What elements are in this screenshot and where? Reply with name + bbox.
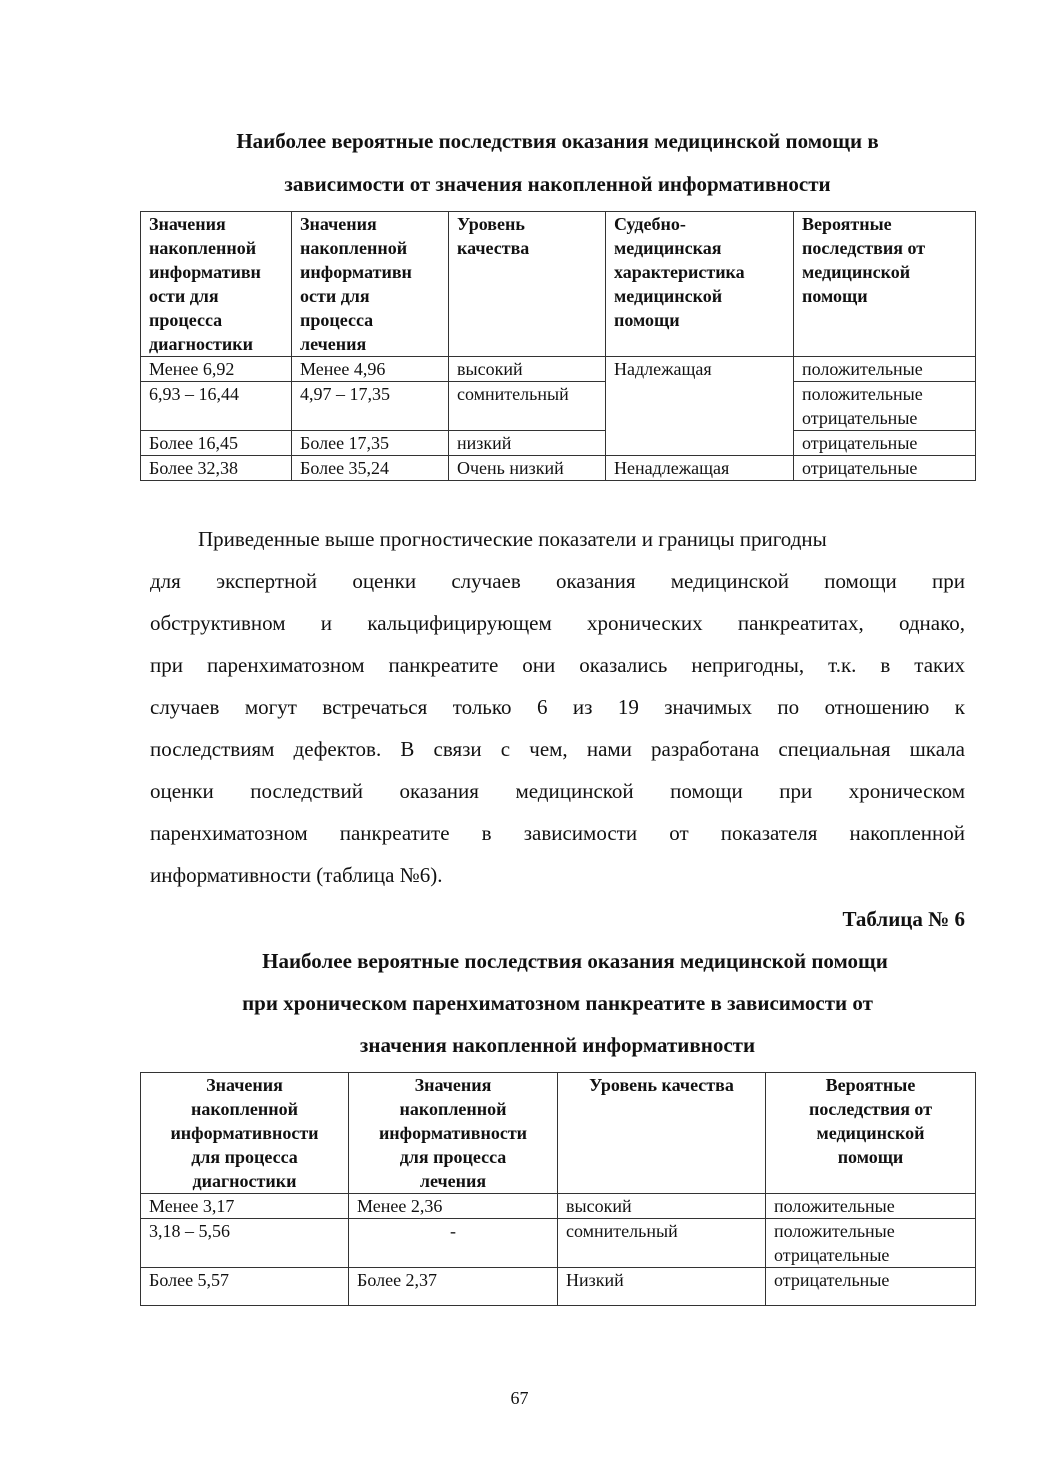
table5-cell-treat: Менее 4,96	[292, 357, 449, 382]
paragraph-line: оценки последствий оказания медицинской помощи при хроническом	[150, 779, 965, 803]
paragraph-line: информативности (таблица №6).	[150, 863, 443, 887]
table5-cell-diag: Менее 6,92	[141, 357, 292, 382]
table5-header-consequences: Вероятные последствия от медицинской помощи	[794, 212, 976, 357]
table5-cell-diag: 6,93 – 16,44	[141, 382, 292, 431]
table6	[140, 1072, 976, 1306]
table5-cell-diag: Более 32,38	[141, 456, 292, 481]
paragraph-line: паренхиматозном панкреатите в зависимости от показателя накопленной	[150, 821, 965, 845]
table5-header-treatment: Значения накопленной информативн ости для процесса лечения	[292, 212, 449, 357]
table-row	[141, 382, 976, 431]
table6-cell-consequence: положительные	[766, 1194, 976, 1219]
table6-header-row	[141, 1073, 976, 1194]
paragraph-line: при паренхиматозном панкреатите они оказались непригодны, т.к. в таких	[150, 653, 965, 677]
table5-header-forensic: Судебно- медицинская характеристика медицинской помощи	[606, 212, 794, 357]
table5-cell-level: Очень низкий	[449, 456, 606, 481]
table5-header-quality-level: Уровень качества	[449, 212, 606, 357]
table5-cell-consequence: положительные	[794, 357, 976, 382]
table6-cell-treat: Более 2,37	[349, 1268, 558, 1306]
table-row	[141, 1219, 976, 1268]
table6-title-line-2: при хроническом паренхиматозном панкреатите в зависимости от	[242, 991, 873, 1015]
table-row	[141, 357, 976, 382]
table-row	[141, 1268, 976, 1306]
table5-cell-forensic-proper: Надлежащая	[606, 357, 794, 456]
table6-title-line-3: значения накопленной информативности	[359, 1033, 756, 1057]
table5-title-line-2: зависимости от значения накопленной информативности	[284, 172, 831, 196]
table5-cell-treat: Более 17,35	[292, 431, 449, 456]
table5-title-line-1: Наиболее вероятные последствия оказания медицинской помощи в	[236, 129, 879, 153]
table5-cell-treat: Более 35,24	[292, 456, 449, 481]
table5-cell-consequence: отрицательные	[794, 431, 976, 456]
page-number: 67	[510, 1388, 529, 1408]
table6-cell-level: высокий	[558, 1194, 766, 1219]
table5-header-diagnostics: Значения накопленной информативн ости для процесса диагностики	[141, 212, 292, 357]
table6-title-line-1: Наиболее вероятные последствия оказания медицинской помощи	[262, 949, 888, 973]
paragraph-line: последствиям дефектов. В связи с чем, нами разработана специальная шкала	[150, 737, 965, 761]
table5-cell-level: низкий	[449, 431, 606, 456]
table6-cell-level: сомнительный	[558, 1219, 766, 1268]
table5-cell-treat: 4,97 – 17,35	[292, 382, 449, 431]
table6-cell-diag: Менее 3,17	[141, 1194, 349, 1219]
table6-cell-treat: Менее 2,36	[349, 1194, 558, 1219]
table6-cell-consequence: отрицательные	[766, 1268, 976, 1306]
table6-cell-treat: -	[349, 1219, 558, 1268]
table5-cell-forensic-improper: Ненадлежащая	[606, 456, 794, 481]
table5-cell-diag: Более 16,45	[141, 431, 292, 456]
table6-header-treatment: Значения накопленной информативности для процесса лечения	[349, 1073, 558, 1194]
table5-header-row	[141, 212, 976, 357]
table5-cell-level: сомнительный	[449, 382, 606, 431]
paragraph-line: обструктивном и кальцифицирующем хронических панкреатитах, однако,	[150, 611, 965, 635]
paragraph-line: для экспертной оценки случаев оказания медицинской помощи при	[150, 569, 965, 593]
table6-header-quality-level: Уровень качества	[558, 1073, 766, 1194]
table-row	[141, 431, 976, 456]
table5-cell-level: высокий	[449, 357, 606, 382]
table5-cell-consequence: положительные отрицательные	[794, 382, 976, 431]
table-row	[141, 456, 976, 481]
paragraph-line: Приведенные выше прогностические показатели и границы пригодны	[198, 527, 827, 551]
table5	[140, 211, 976, 481]
table6-cell-level: Низкий	[558, 1268, 766, 1306]
table-row	[141, 1194, 976, 1219]
table6-label: Таблица № 6	[842, 907, 965, 931]
table5-cell-consequence: отрицательные	[794, 456, 976, 481]
table6-cell-diag: Более 5,57	[141, 1268, 349, 1306]
table6-header-diagnostics: Значения накопленной информативности для процесса диагностики	[141, 1073, 349, 1194]
paragraph-line: случаев могут встречаться только 6 из 19 значимых по отношению к	[150, 695, 965, 719]
table6-cell-diag: 3,18 – 5,56	[141, 1219, 349, 1268]
table6-cell-consequence: положительные отрицательные	[766, 1219, 976, 1268]
table6-header-consequences: Вероятные последствия от медицинской помощи	[766, 1073, 976, 1194]
